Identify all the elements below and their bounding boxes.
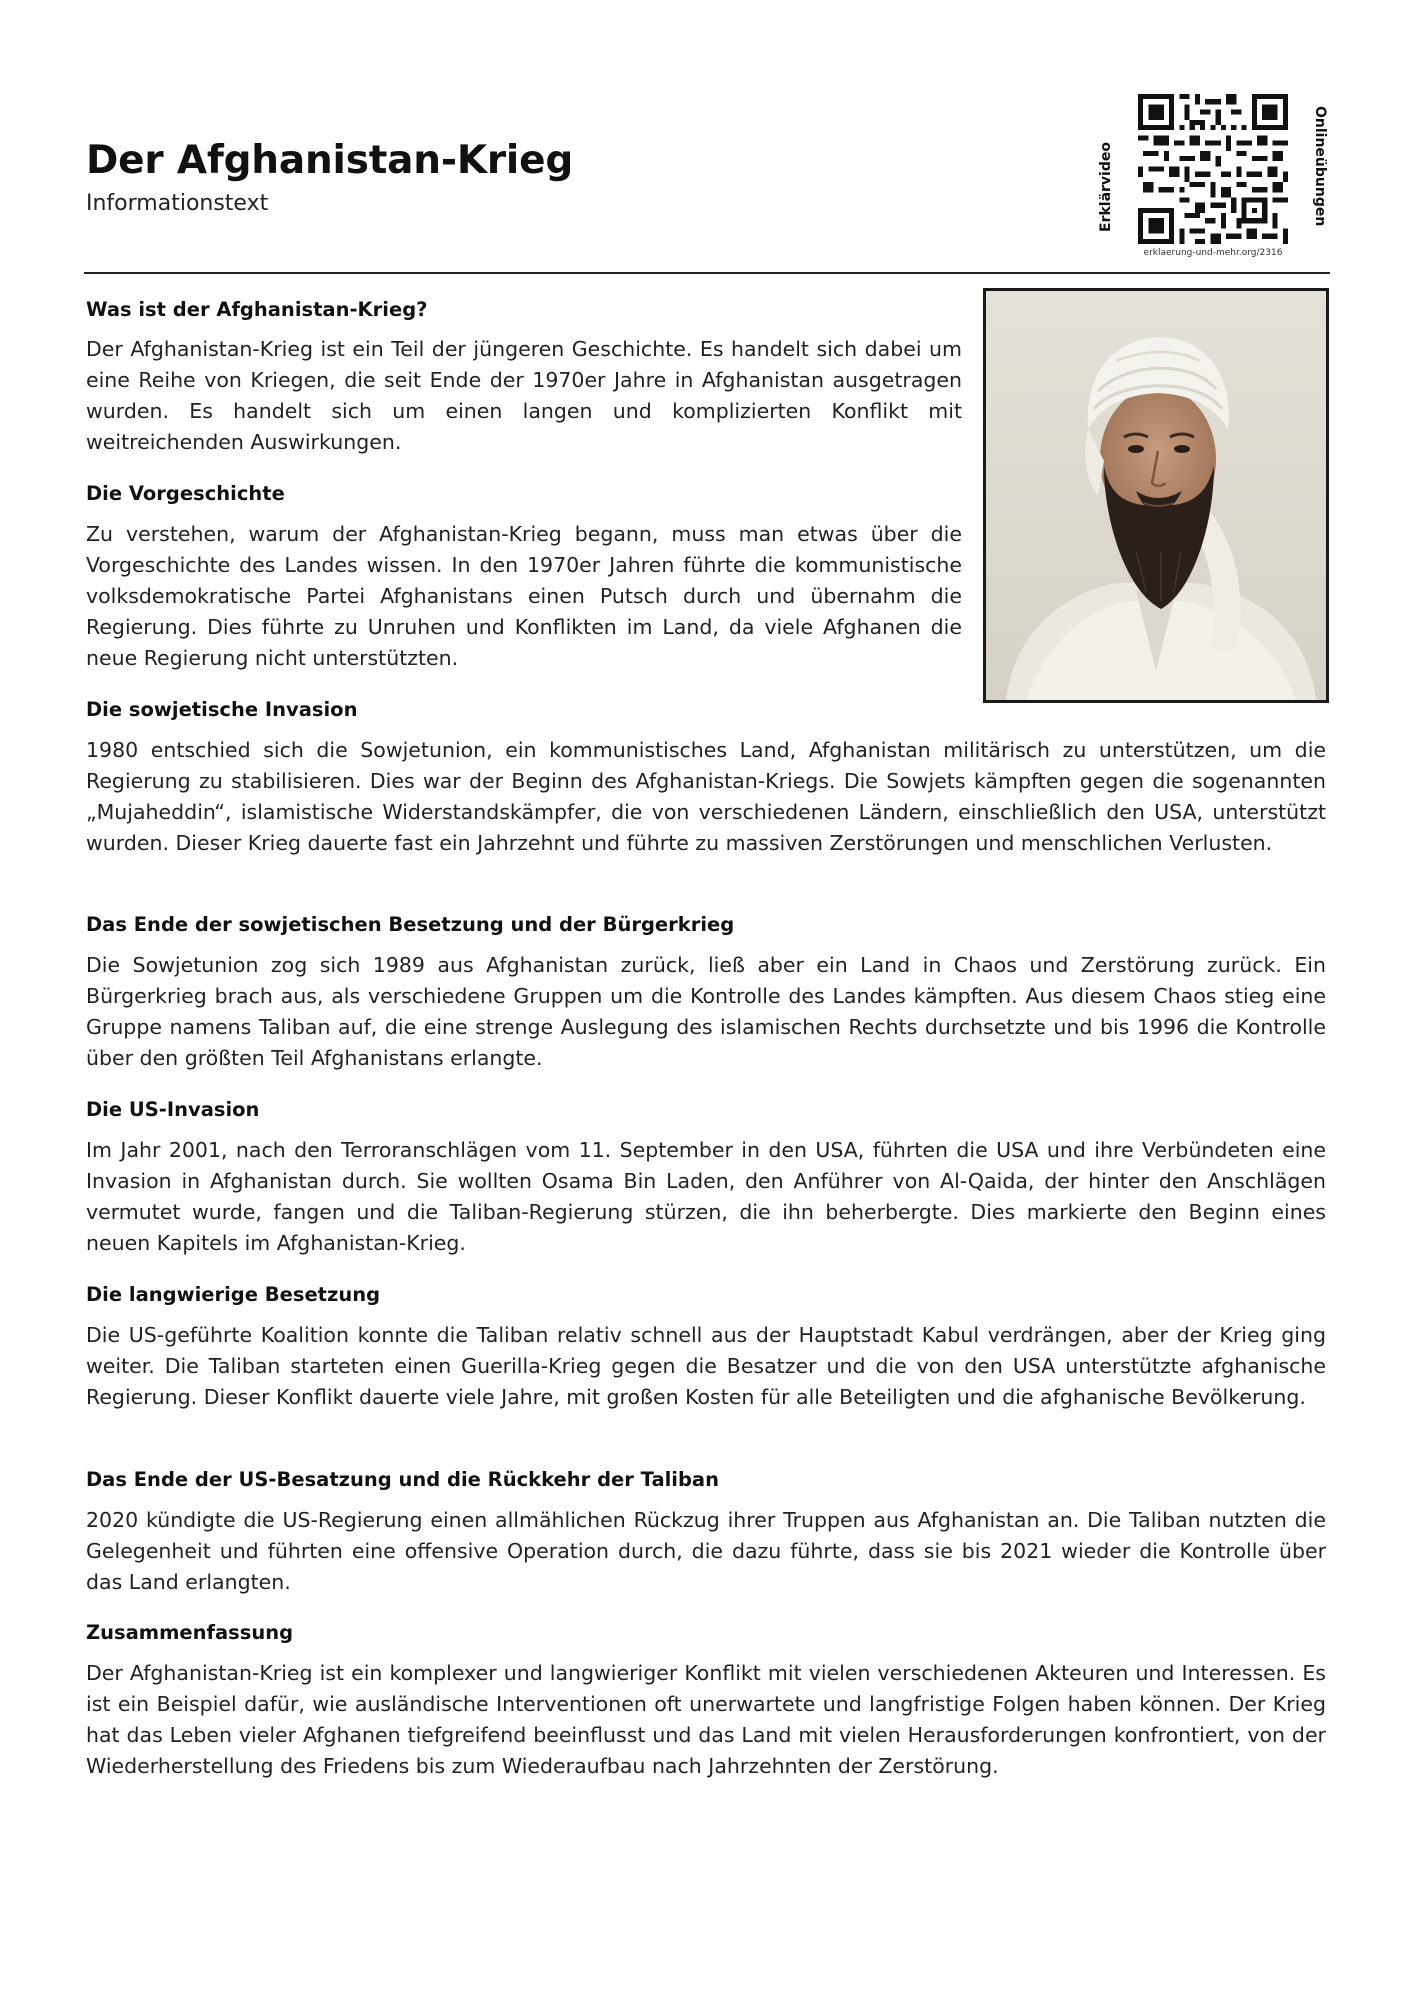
section-heading-us-invasion: Die US-Invasion (86, 1098, 260, 1121)
section-heading-civil-war: Das Ende der sowjetischen Besetzung und der Bürgerkrieg (86, 913, 735, 936)
portrait-illustration (986, 291, 1326, 700)
section-heading-summary: Zusammenfassung (86, 1621, 294, 1644)
section-text-background: Zu verstehen, warum der Afghanistan-Krieg begann, muss man etwas über die Vorgeschichte des Landes wissen. In den 1970er Jahren führte die kommunistische volksdemokratische Partei Afghanistans einen Putsch durch und übernahm die Regierung. Dies führte zu Unruhen und Konflikten im Land, da viele Afghanen die neue Regierung nicht unterstützten. (86, 522, 962, 670)
section-heading-occupation: Die langwierige Besetzung (86, 1283, 381, 1306)
section-text-occupation: Die US-geführte Koalition konnte die Taliban relativ schnell aus der Hauptstadt Kabul verdrängen, aber der Krieg ging weiter. Die Taliban starteten einen Guerilla-Krieg gegen die Besatzer und die von den USA unterstützte afghanische Regierung. Dieser Konflikt dauerte viele Jahre, mit großen Kosten für alle Beteiligten und die afghanische Bevölkerung. (86, 1323, 1326, 1409)
section-heading-intro: Was ist der Afghanistan-Krieg? (86, 298, 428, 321)
section-text-taliban-return: 2020 kündigte die US-Regierung einen allmählichen Rückzug ihrer Truppen aus Afghanistan an. Die Taliban nutzten die Gelegenheit und führten eine offensive Operation durch, die dazu führte, dass sie bis 2021 wieder die Kontrolle über das Land erlangten. (86, 1508, 1326, 1594)
section-heading-background: Die Vorgeschichte (86, 482, 285, 505)
page-title: Der Afghanistan-Krieg (86, 138, 574, 183)
section-text-intro: Der Afghanistan-Krieg ist ein Teil der jüngeren Geschichte. Es handelt sich dabei um eine Reihe von Kriegen, die seit Ende der 1970er Jahre in Afghanistan ausgetragen wurden. Es handelt sich um einen langen und komplizierten Konflikt mit weitreichenden Auswirkungen. (86, 337, 962, 454)
page-subtitle: Informationstext (86, 191, 269, 216)
section-heading-soviet-invasion: Die sowjetische Invasion (86, 698, 358, 721)
section-heading-taliban-return: Das Ende der US-Besatzung und die Rückkehr der Taliban (86, 1468, 719, 1491)
section-text-summary: Der Afghanistan-Krieg ist ein komplexer und langwieriger Konflikt mit vielen verschiedenen Akteuren und Interessen. Es ist ein Beispiel dafür, wie ausländische Interventionen oft unerwartete und langfristige Folgen haben können. Der Krieg hat das Leben vieler Afghanen tiefgreifend beeinflusst und das Land mit vielen Herausforderungen konfrontiert, von der Wiederherstellung des Friedens bis zum Wiederaufbau nach Jahrzehnten der Zerstörung. (86, 1661, 1326, 1778)
qr-label-exercises: Onlineübungen (1312, 106, 1328, 227)
qr-code-icon[interactable] (1138, 94, 1288, 244)
qr-label-video: Erklärvideo (1098, 142, 1114, 232)
section-text-soviet-invasion: 1980 entschied sich die Sowjetunion, ein kommunistisches Land, Afghanistan militärisch zu unterstützen, um die Regierung zu stabilisieren. Dies war der Beginn des Afghanistan-Kriegs. Die Sowjets kämpften gegen die sogenannten „Mujaheddin“, islamistische Widerstandskämpfer, die von verschiedenen Ländern, einschließlich den USA, unterstützt wurden. Dieser Krieg dauerte fast ein Jahrzehnt und führte zu massiven Zerstörungen und menschlichen Verlusten. (86, 738, 1326, 855)
section-text-us-invasion: Im Jahr 2001, nach den Terroranschlägen vom 11. September in den USA, führten die USA und ihre Verbündeten eine Invasion in Afghanistan durch. Sie wollten Osama Bin Laden, den Anführer von Al-Qaida, der hinter den Anschlägen vermutet wurde, fangen und die Taliban-Regierung stürzen, die ihn beherbergte. Dies markierte den Beginn eines neuen Kapitels im Afghanistan-Krieg. (86, 1138, 1326, 1255)
section-text-civil-war: Die Sowjetunion zog sich 1989 aus Afghanistan zurück, ließ aber ein Land in Chaos und Zerstörung zurück. Ein Bürgerkrieg brach aus, als verschiedene Gruppen um die Kontrolle des Landes kämpften. Aus diesem Chaos stieg eine Gruppe namens Taliban auf, die eine strenge Auslegung des islamischen Rechts durchsetzte und bis 1996 die Kontrolle über den größten Teil Afghanistans erlangte. (86, 953, 1326, 1070)
portrait-photo (983, 288, 1329, 703)
qr-url-text[interactable]: erklaerung-und-mehr.org/2316 (1143, 248, 1283, 258)
header-divider (84, 272, 1330, 274)
